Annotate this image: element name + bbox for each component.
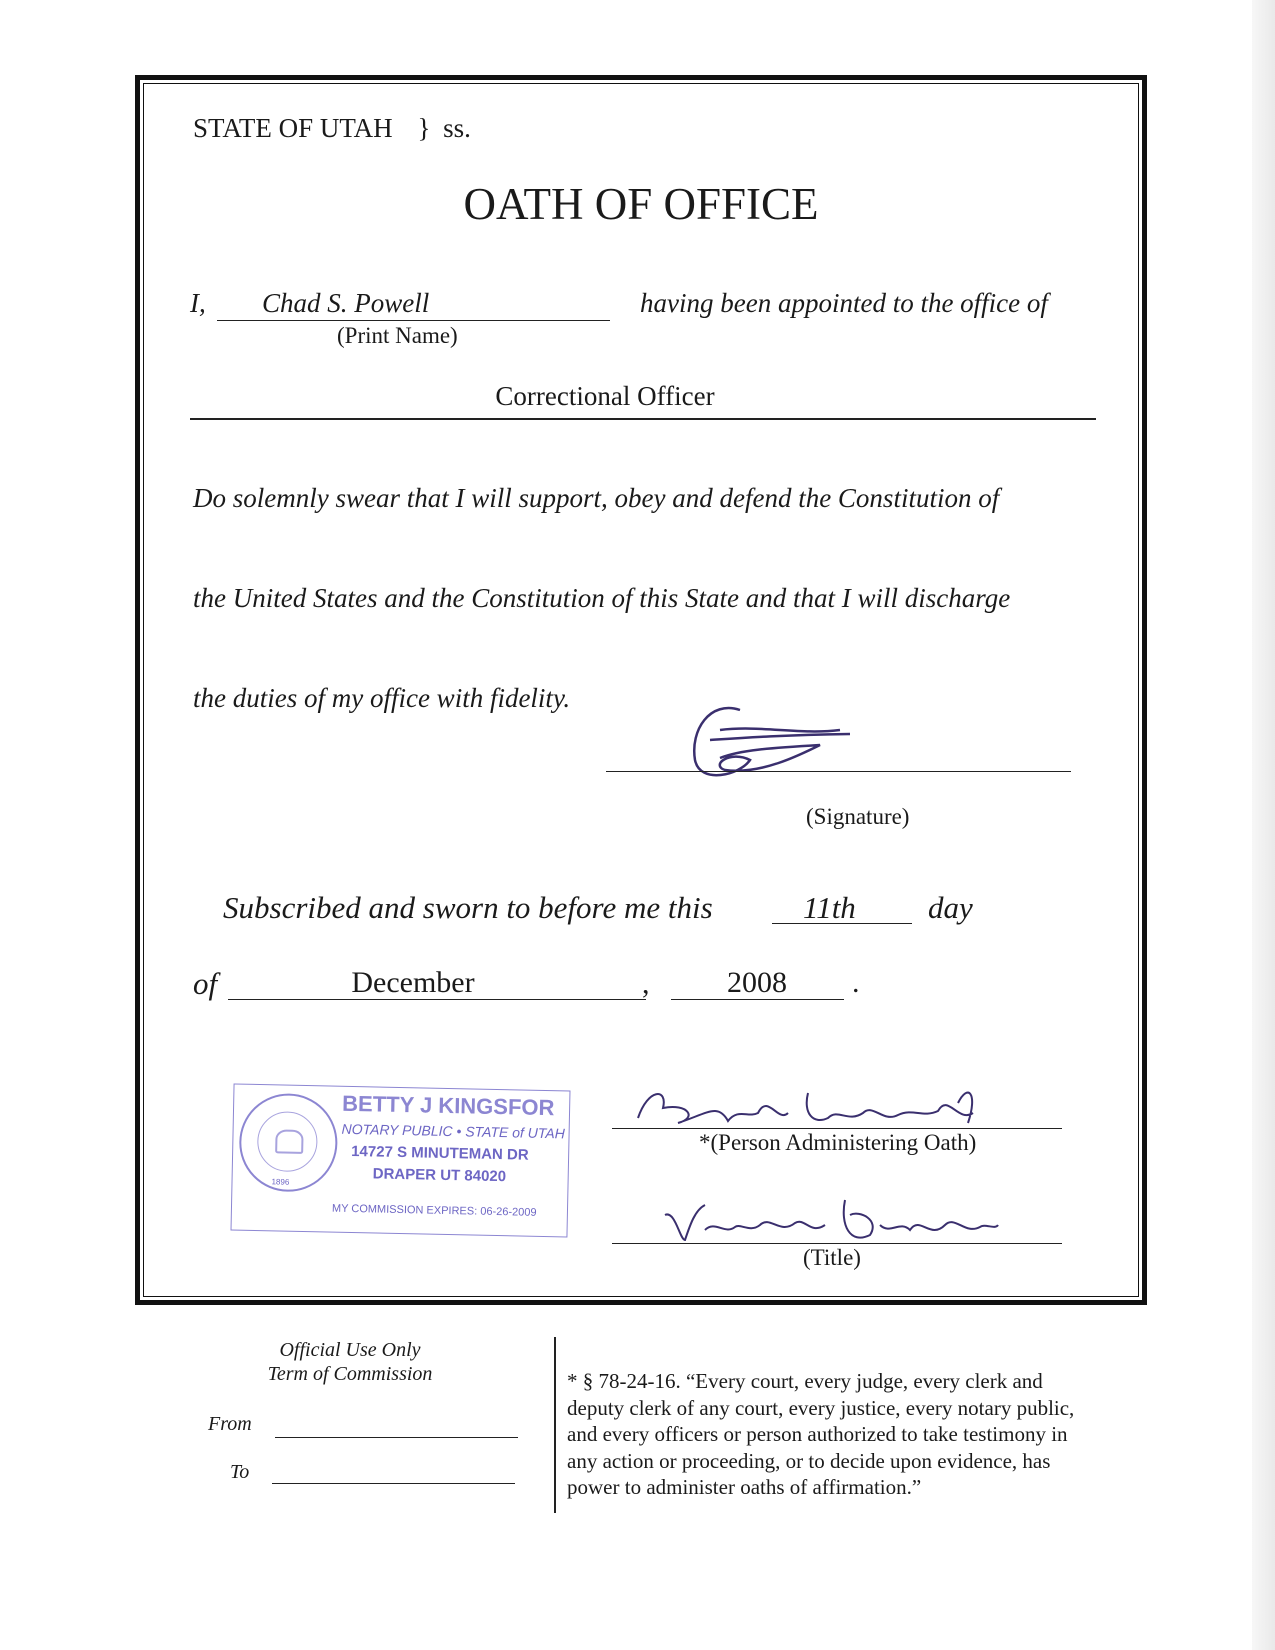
footer-divider bbox=[554, 1337, 556, 1513]
statute-footnote bbox=[567, 1368, 1074, 1501]
administrator-caption: *(Person Administering Oath) bbox=[699, 1130, 977, 1155]
footnote-line-2: deputy clerk of any court, every justice, every notary public, bbox=[567, 1395, 1075, 1420]
signature-caption: (Signature) bbox=[806, 804, 910, 829]
oath-line-1: Do solemnly swear that I will support, obey and defend the Constitution of bbox=[193, 483, 1000, 513]
from-label: From bbox=[208, 1413, 252, 1435]
subscribed-text: Subscribed and sworn to before me this bbox=[223, 890, 713, 925]
title-caption: (Title) bbox=[803, 1245, 861, 1270]
administrator-signature bbox=[628, 1083, 1008, 1133]
scan-edge bbox=[1252, 0, 1275, 1650]
state-header bbox=[193, 113, 471, 144]
appointment-phrase: having been appointed to the office of bbox=[640, 288, 1048, 318]
from-field[interactable] bbox=[275, 1436, 518, 1438]
footnote-line-3: and every officers or person authorized to take testimony in bbox=[567, 1422, 1068, 1446]
footnote-line-4: any action or proceeding, or to decide upon evidence, has bbox=[567, 1448, 1051, 1473]
administrator-line bbox=[612, 1127, 1062, 1129]
stamp-line-2: 14727 S MINUTEMAN DR bbox=[351, 1142, 529, 1164]
stamp-name: BETTY J KINGSFOR bbox=[341, 1090, 555, 1121]
stamp-expiry: MY COMMISSION EXPIRES: 06-26-2009 bbox=[331, 1202, 537, 1219]
page-title: OATH OF OFFICE bbox=[463, 179, 819, 229]
notary-stamp bbox=[230, 1083, 570, 1237]
to-label: To bbox=[230, 1461, 250, 1483]
seal-year: 1896 bbox=[271, 1177, 290, 1187]
beehive-emblem bbox=[275, 1129, 303, 1154]
oath-line-2: the United States and the Constitution of this State and that I will discharge bbox=[193, 583, 1011, 613]
to-field[interactable] bbox=[272, 1482, 515, 1484]
term-heading: Term of Commission bbox=[267, 1363, 433, 1385]
print-name-caption: (Print Name) bbox=[337, 323, 458, 348]
month-value: December bbox=[351, 966, 475, 999]
brace: } bbox=[417, 113, 431, 143]
day-value: 11th bbox=[803, 890, 856, 925]
state-name: STATE OF UTAH bbox=[193, 113, 393, 143]
day-word: day bbox=[928, 890, 973, 925]
state-seal bbox=[238, 1093, 338, 1193]
stamp-line-3: DRAPER UT 84020 bbox=[372, 1165, 507, 1186]
footnote-line-5: power to administer oaths of affirmation.” bbox=[567, 1475, 922, 1499]
date-comma: , bbox=[642, 967, 650, 1000]
office-name: Correctional Officer bbox=[495, 381, 715, 411]
signature-line bbox=[606, 770, 1071, 772]
footnote-line-1: * § 78-24-16. “Every court, every judge, every clerk and bbox=[567, 1369, 1043, 1393]
official-use-heading: Official Use Only bbox=[279, 1339, 421, 1361]
printed-name: Chad S. Powell bbox=[262, 288, 430, 318]
title-line bbox=[612, 1242, 1062, 1244]
stamp-line-1: NOTARY PUBLIC • STATE of UTAH bbox=[341, 1120, 566, 1142]
oath-line-3: the duties of my office with fidelity. bbox=[193, 683, 571, 713]
date-period: . bbox=[852, 966, 860, 999]
officer-signature bbox=[680, 690, 880, 800]
of-word: of bbox=[193, 966, 218, 1001]
ss-label: ss. bbox=[443, 113, 471, 143]
year-value: 2008 bbox=[727, 966, 787, 999]
prefix-i: I, bbox=[190, 288, 206, 318]
